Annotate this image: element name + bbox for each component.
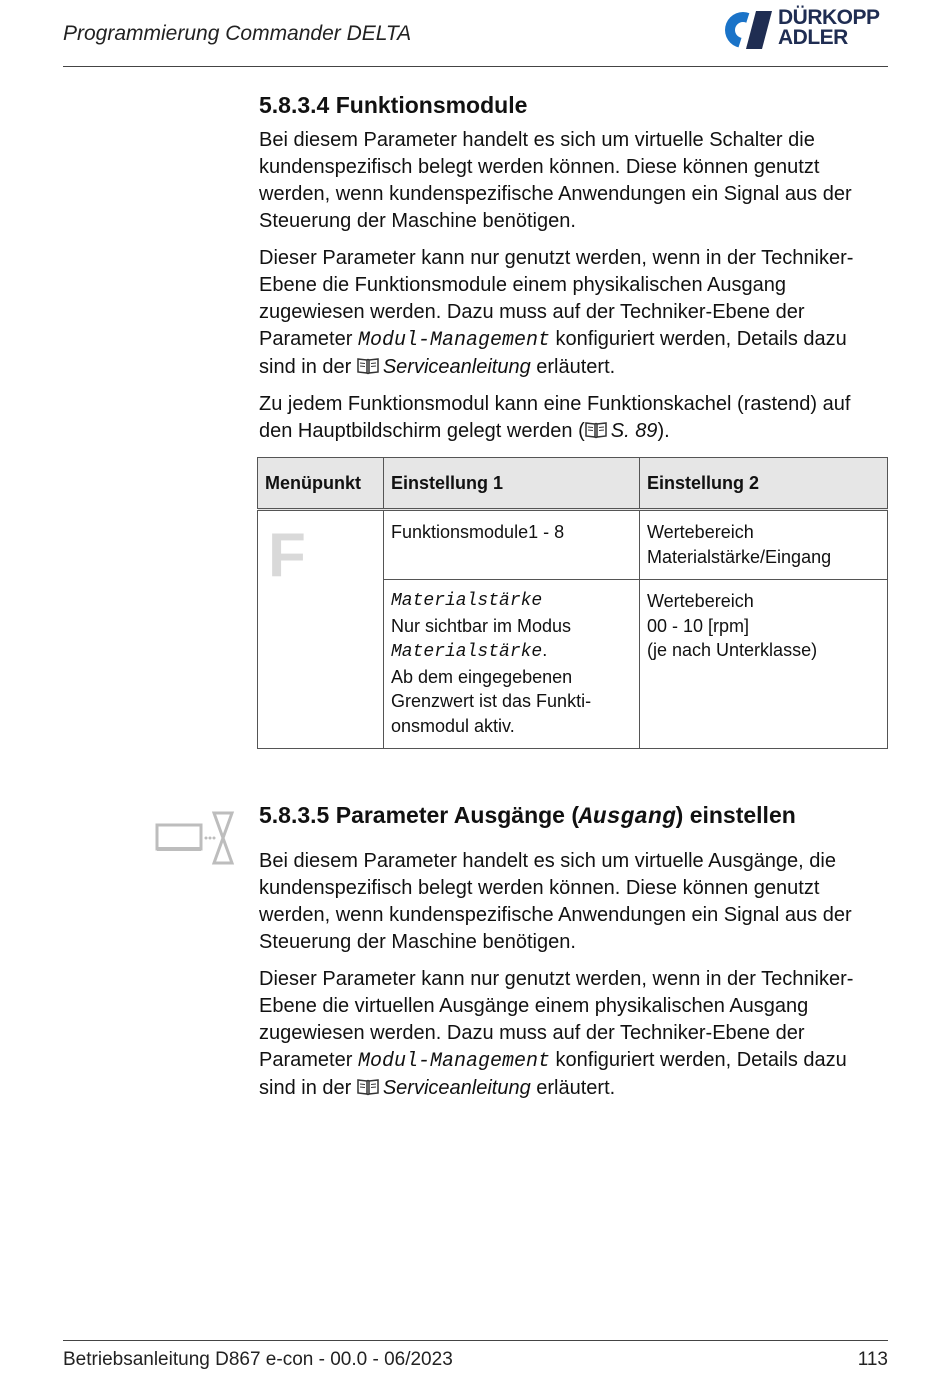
text: konfiguriert werden, Details dazu sind in der — [259, 328, 847, 378]
logo-mark-icon — [724, 11, 774, 49]
menu-letter: F — [268, 521, 306, 590]
page-reference-link[interactable]: S. 89 — [610, 420, 658, 442]
section-heading — [259, 798, 889, 834]
menu-cell — [258, 510, 384, 749]
text: Zu jedem Funktionsmodul kann eine Funktionskachel (rastend) auf den Hauptbildschirm gelegt werden ( — [259, 393, 851, 442]
section-funktionsmodule — [259, 88, 889, 445]
header-rule — [63, 66, 888, 67]
column-header: Menüpunkt — [258, 458, 384, 510]
table-header-row — [258, 458, 888, 510]
cell-line: 00 - 10 [rpm] — [647, 615, 750, 636]
output-parameter-icon — [154, 811, 236, 867]
reference-link[interactable]: Serviceanleitung — [382, 356, 531, 378]
cell-line — [391, 638, 632, 665]
text: erläutert. — [530, 1077, 616, 1099]
text: . — [542, 640, 548, 660]
parameter-code: Ausgang — [579, 804, 676, 830]
text: erläutert. — [530, 356, 616, 378]
cell-line: Wertebereich — [647, 522, 754, 542]
parameter-code: Materialstärke — [391, 642, 543, 662]
logo-line-1: DÜRKOPP — [778, 6, 880, 29]
cell-line: (je nach Unterklasse) — [647, 640, 818, 660]
cell-line: Nur sichtbar im Modus — [391, 615, 572, 636]
cell-line: Wertebereich — [647, 591, 754, 611]
paragraph-2 — [259, 966, 889, 1102]
text: ). — [657, 420, 670, 442]
book-icon — [357, 1078, 379, 1096]
duerkopp-adler-logo — [724, 6, 894, 54]
text: 5.8.3.5 Parameter Ausgänge ( — [259, 802, 580, 828]
reference-link[interactable]: Serviceanleitung — [382, 1077, 531, 1099]
text: ) einstellen — [675, 802, 796, 828]
parameter-code: Modul-Management — [357, 329, 550, 352]
paragraph-2 — [259, 245, 889, 381]
table-row — [258, 510, 888, 580]
page-number: 113 — [857, 1349, 888, 1370]
paragraph-1: Bei diesem Parameter handelt es sich um virtuelle Ausgänge, die kundenspezifisch belegt werden können. Diese können genutzt werden, wenn kundenspezifische Anwendungen ein Signal aus der Steuerung der Maschine benötigen. — [259, 850, 852, 953]
logo-text — [778, 8, 880, 48]
parameter-table — [257, 457, 888, 749]
text: Dieser Parameter kann nur genutzt werden, wenn in der Techniker-Ebene die Funktionsmodule einem physikalischen Ausgang zugewiesen werden. Dazu muss auf der Techniker-Ebene der Parameter — [259, 247, 854, 350]
column-header: Einstellung 2 — [640, 458, 888, 510]
setting1-cell: Funktionsmodule1 - 8 — [384, 510, 640, 580]
paragraph-3 — [259, 391, 889, 445]
paragraph-1: Bei diesem Parameter handelt es sich um virtuelle Schalter die kundenspezifisch belegt werden können. Diese können genutzt werden, wenn kundenspezifische Anwendungen ein Signal aus der Steuerung der Maschine benötigen. — [259, 129, 852, 232]
column-header: Einstellung 1 — [384, 458, 640, 510]
book-icon — [357, 357, 379, 375]
footer-rule — [63, 1340, 888, 1341]
setting2-cell — [640, 510, 888, 580]
cell-line: Materialstärke/Eingang — [647, 546, 832, 567]
parameter-code: Modul-Management — [357, 1050, 550, 1073]
parameter-code: Materialstärke — [391, 591, 543, 611]
cell-line: Ab dem eingegebenen Grenzwert ist das Funkti- onsmodul aktiv. — [391, 666, 592, 736]
header-title: Programmierung Commander DELTA — [63, 22, 412, 45]
setting1-cell — [384, 580, 640, 749]
footer-document-info: Betriebsanleitung D867 e-con - 00.0 - 06/2023 — [63, 1349, 453, 1370]
text: konfiguriert werden, Details dazu sind in der — [259, 1049, 847, 1099]
text: Dieser Parameter kann nur genutzt werden, wenn in der Techniker-Ebene die virtuellen Ausgänge einem physikalischen Ausgang zugewiesen werden. Dazu muss auf der Techniker-Ebene der Parameter — [259, 968, 854, 1071]
setting2-cell — [640, 580, 888, 749]
book-icon — [585, 421, 607, 439]
logo-line-2: ADLER — [778, 26, 848, 49]
section-ausgaenge — [259, 798, 889, 1102]
section-heading: 5.8.3.4 Funktionsmodule — [259, 92, 528, 118]
